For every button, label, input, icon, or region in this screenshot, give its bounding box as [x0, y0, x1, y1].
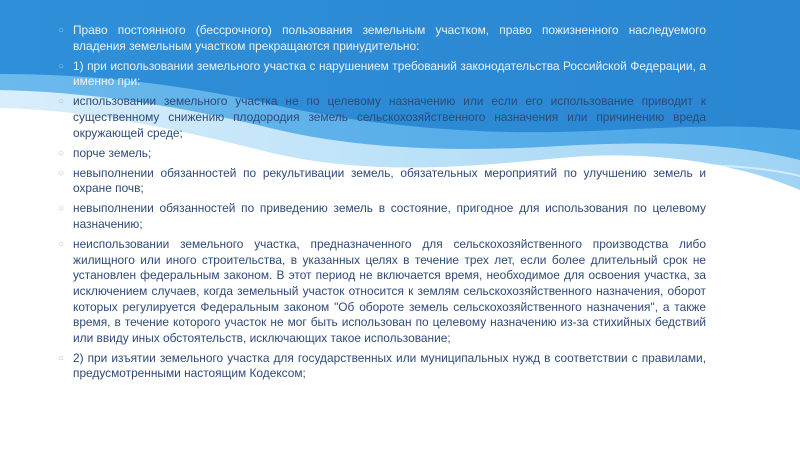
circle-bullet-icon: ○	[58, 60, 65, 72]
circle-bullet-icon: ○	[58, 239, 65, 251]
list-item-text: 2) при изъятии земельного участка для государственных или муниципальных нужд в соответствии с правилами, предусмотренными настоящим Кодексом;	[73, 350, 706, 381]
list-item	[58, 237, 706, 346]
list-item	[58, 201, 706, 232]
slide-content	[58, 23, 706, 386]
list-item-text: 1) при использовании земельного участка с нарушением требований законодательства Российской Федерации, а именно при:	[73, 58, 706, 89]
list-item	[58, 166, 706, 197]
circle-bullet-icon: ○	[58, 25, 65, 36]
list-item	[58, 94, 706, 141]
list-item-text: порче земель;	[73, 145, 152, 160]
list-item	[58, 146, 706, 162]
list-item-text: использовании земельного участка не по целевому назначению или если его использование приводит к существенному снижению плодородия земель сельскохозяйственного назначения или причинению вреда окружающей среде;	[73, 94, 706, 140]
circle-bullet-icon: ○	[58, 96, 65, 108]
circle-bullet-icon: ○	[58, 203, 65, 215]
list-item	[58, 23, 706, 54]
circle-bullet-icon: ○	[58, 352, 65, 364]
list-item	[58, 59, 706, 90]
list-item-text: невыполнении обязанностей по рекультивации земель, обязательных мероприятий по улучшению земель и охране почв;	[73, 165, 706, 196]
circle-bullet-icon: ○	[58, 167, 65, 179]
list-item-text: невыполнении обязанностей по приведению земель в состояние, пригодное для использования по целевому назначению;	[73, 201, 706, 232]
list-item-text: неиспользовании земельного участка, предназначенного для сельскохозяйственного производства либо жилищного или иного строительства, в указанных целях в течение трех лет, если более длительный срок не установлен федеральным законом. В этот период не включается время, необходимое для освоения участка, за исключением случаев, когда земельный участок относится к землям сельскохозяйственного назначения, оборот которых регулируется Федеральным законом "Об обороте земель сельскохозяйственного назначения", а также время, в течение которого участок не мог быть использован по целевому назначению из-за стихийных бедствий или ввиду иных обстоятельств, исключающих такое использование;	[73, 237, 706, 345]
circle-bullet-icon: ○	[58, 147, 65, 159]
list-item-text: Право постоянного (бессрочного) пользования земельным участком, право пожизненного наследуемого владения земельным участком прекращаются принудительно:	[73, 23, 706, 53]
list-item	[58, 351, 706, 382]
